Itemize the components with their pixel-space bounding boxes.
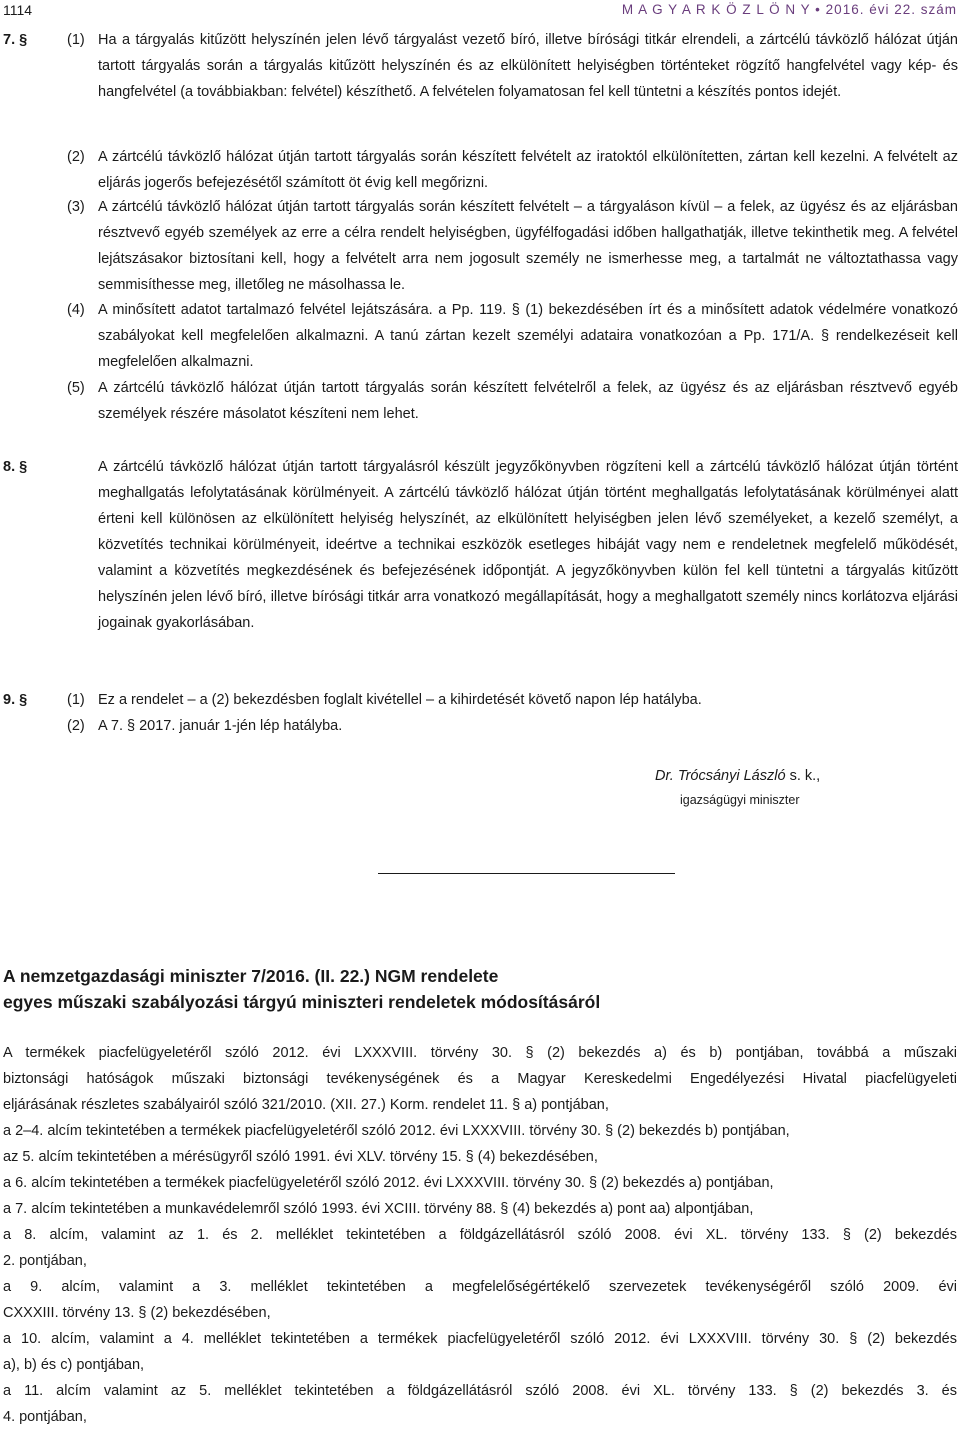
decree-line: a), b) és c) pontjában, xyxy=(3,1357,145,1373)
decree-line: a 8. alcím, valamint az 1. és 2. melléklet tekintetében a földgázellátásról szóló 2008. évi XL. törvény 133. § (2) bekezdés xyxy=(3,1227,957,1243)
paragraph-label: (1) xyxy=(67,32,85,48)
paragraph-text: A zártcélú távközlő hálózat útján tartott tárgyalás során készített felvételt – a tárgyaláson kívül – a felek, az ügyész és az eljárásban résztvevő egyéb személyek az erre a célra rendelt helyiségben, ügyfélfogadási időben hallgathatják, illetve tekinthetik meg. A felvétel lejátszásakor biztosítani kell, hogy a felvételt arra nem jogosult személy ne ismerhesse meg, a tartalmát ne változtathassa vagy semmisíthesse meg, illetőleg ne másolhassa le. xyxy=(98,199,958,293)
header-bullet: • xyxy=(815,2,821,17)
paragraph-text: Ez a rendelet – a (2) bekezdésben foglalt kivétellel – a kihirdetését követő napon lép hatályba. xyxy=(98,692,702,708)
decree-line: az 5. alcím tekintetében a mérésügyről szóló 1991. évi XLV. törvény 15. § (4) bekezdésében, xyxy=(3,1149,598,1165)
decree-title-line-2: egyes műszaki szabályozási tárgyú miniszteri rendeletek módosításáról xyxy=(3,992,601,1012)
decree-line: a 9. alcím, valamint a 3. melléklet tekintetében a megfelelőségértékelő szervezetek tevékenységéről szóló 2009. évi xyxy=(3,1279,957,1295)
decree-line: eljárásának részletes szabályairól szóló 321/2010. (XII. 27.) Korm. rendelet 11. § a) pontjában, xyxy=(3,1097,609,1113)
decree-line: biztonsági hatóságok műszaki biztonsági tevékenységének és a Magyar Kereskedelmi Engedélyezési Hivatal piacfelügyeleti xyxy=(3,1071,957,1087)
paragraph-text: A zártcélú távközlő hálózat útján tartott tárgyalás során készített felvételről a felek, az ügyész és az eljárásban résztvevő egyéb személyek részére másolatot készíteni nem lehet. xyxy=(98,380,958,422)
paragraph-label: (1) xyxy=(67,692,85,708)
section-number: 7. § xyxy=(3,32,28,48)
separator-rule xyxy=(378,873,675,874)
paragraph-text: A zártcélú távközlő hálózat útján tartott tárgyalásról készült jegyzőkönyvben rögzíteni kell a zártcélú távközlő hálózat útján történt meghallgatás lefolytatásának körülményeit. A zártcélú távközlő hálózat útján történt meghallgatás lefolytatásának körülményei alatt érteni kell különösen az elkülönített helyiség helyszínét, az elkülönített helyiségben jelen lévő személyeket, a kezelő személyt, a közvetítés technikai körülményeit, ideértve a technikai eszközök esetleges hibáját vagy nem e rendeletnek megfelelő működését, valamint a közvetítés megkezdésének és befejezésének időpontját. A jegyzőkönyvben külön fel kell tüntetni a tárgyalás kitűzött helyszínén jelen lévő bíró, illetve bírósági titkár arra vonatkozó megállapítását, hogy a meghallgatott személy nincs korlátozva eljárási jogainak gyakorlásában. xyxy=(98,459,958,631)
gazette-header xyxy=(622,2,957,17)
decree-line: a 2–4. alcím tekintetében a termékek piacfelügyeletéről szóló 2012. évi LXXXVIII. törvény 30. § (2) bekezdés b) pontjában, xyxy=(3,1123,790,1139)
paragraph-text: Ha a tárgyalás kitűzött helyszínén jelen lévő tárgyalást vezető bíró, illetve bírósági titkár elrendeli, a zártcélú távközlő hálózat útján tartott tárgyalás során a tárgyalás kitűzött helyszínén és az elkülönített helyiségben történteket rögzítő hangfelvétel vagy kép- és hangfelvétel (a továbbiakban: felvétel) készíthető. A felvételen folyamatosan fel kell tüntetni a készítés pontos idejét. xyxy=(98,32,958,100)
decree-line: a 6. alcím tekintetében a termékek piacfelügyeletéről szóló 2012. évi LXXXVIII. törvény 30. § (2) bekezdés a) pontjában, xyxy=(3,1175,774,1191)
paragraph-text: A zártcélú távközlő hálózat útján tartott tárgyalás során készített felvételt az iratoktól elkülönítetten, zártan kell kezelni. A felvételt az eljárás jogerős befejezésétől számított öt évig kell megőrizni. xyxy=(98,149,958,191)
signer-name: Dr. Trócsányi László xyxy=(655,768,786,784)
decree-line: CXXXIII. törvény 13. § (2) bekezdésében, xyxy=(3,1305,271,1321)
decree-line: A termékek piacfelügyeletéről szóló 2012. évi LXXXVIII. törvény 30. § (2) bekezdés a) és b) pontjában, továbbá a műszaki xyxy=(3,1045,957,1061)
signature-name xyxy=(655,768,820,784)
paragraph-label: (2) xyxy=(67,149,85,165)
decree-line: 4. pontjában, xyxy=(3,1409,87,1425)
decree-line: 2. pontjában, xyxy=(3,1253,87,1269)
paragraph-label: (4) xyxy=(67,302,85,318)
signer-title: igazságügyi miniszter xyxy=(680,793,800,807)
decree-line: a 7. alcím tekintetében a munkavédelemről szóló 1993. évi XCIII. törvény 88. § (4) bekezdés a) pont aa) alpontjában, xyxy=(3,1201,754,1217)
section-number: 9. § xyxy=(3,692,28,708)
section-number: 8. § xyxy=(3,459,28,475)
decree-line: a 10. alcím, valamint a 4. melléklet tekintetében a termékek piacfelügyeletéről szóló 2012. évi LXXXVIII. törvény 30. § (2) bekezdés xyxy=(3,1331,957,1347)
decree-line: a 11. alcím valamint az 5. melléklet tekintetében a földgázellátásról szóló 2008. évi XL. törvény 133. § (2) bekezdés 3. és xyxy=(3,1383,957,1399)
gazette-title: M A G Y A R K Ö Z L Ö N Y xyxy=(621,2,811,17)
signature-suffix: s. k., xyxy=(785,768,821,784)
page-number: 1114 xyxy=(3,2,33,18)
decree-title-line-1: A nemzetgazdasági miniszter 7/2016. (II. 22.) NGM rendelete xyxy=(3,966,499,986)
gazette-issue: 2016. évi 22. szám xyxy=(825,2,957,17)
paragraph-label: (2) xyxy=(67,718,85,734)
paragraph-text: A minősített adatot tartalmazó felvétel lejátszására. a Pp. 119. § (1) bekezdésében írt és a minősített adatok védelmére vonatkozó szabályokat kell megfelelően alkalmazni. A tanú zártan kezelt személyi adataira vonatkozóan a Pp. 171/A. § rendelkezéseit kell megfelelően alkalmazni. xyxy=(98,302,958,370)
paragraph-text: A 7. § 2017. január 1-jén lép hatályba. xyxy=(98,718,343,734)
paragraph-label: (5) xyxy=(67,380,85,396)
paragraph-label: (3) xyxy=(67,199,85,215)
